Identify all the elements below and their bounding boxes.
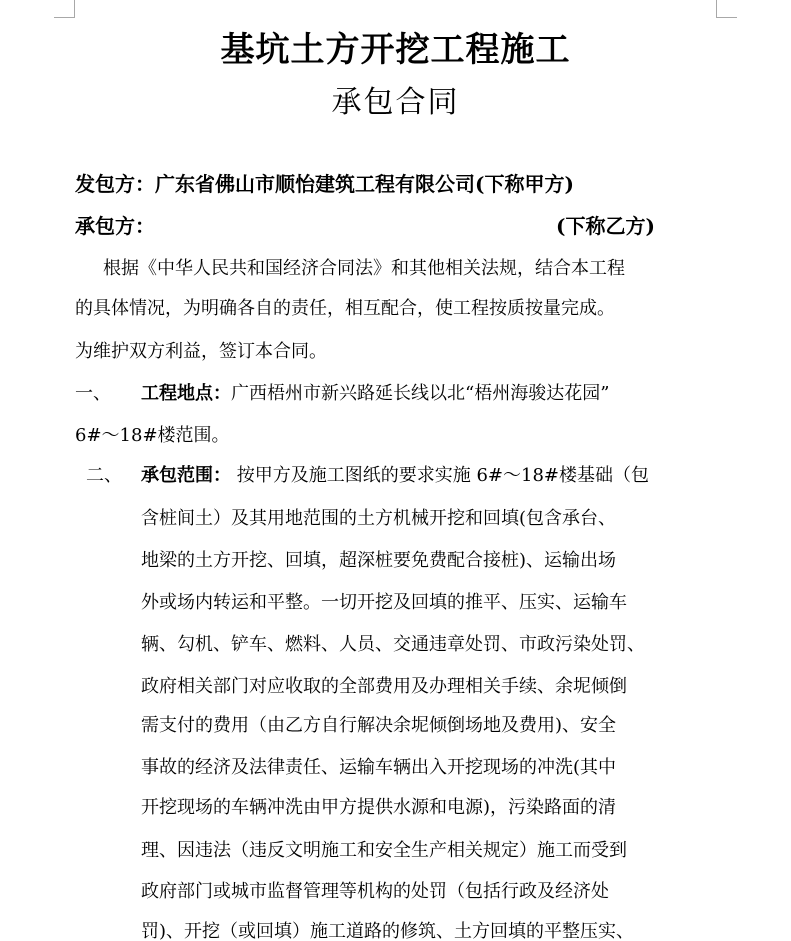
clause-1-heading: 工程地点： bbox=[141, 383, 231, 404]
clause-1-text: 广西梧州市新兴路延长线以北“梧州海骏达花园” bbox=[231, 383, 610, 404]
clause-2-line: 理、因违法（违反文明施工和安全生产相关规定）施工而受到 bbox=[141, 840, 627, 861]
clause-2-number: 二、 bbox=[86, 465, 122, 486]
clause-2-line: 辆、勾机、铲车、燃料、人员、交通违章处罚、市政污染处罚、 bbox=[141, 634, 645, 655]
preamble-line-2: 的具体情况，为明确各自的责任，相互配合，使工程按质按量完成。 bbox=[75, 298, 615, 319]
preamble-line-1: 根据《中华人民共和国经济合同法》和其他相关法规，结合本工程 bbox=[103, 258, 625, 279]
clause-2-line: 政府部门或城市监督管理等机构的处罚（包括行政及经济处 bbox=[141, 881, 609, 902]
party-b-line bbox=[75, 211, 675, 241]
party-a-name: 广东省佛山市顺怡建筑工程有限公司(下称甲方) bbox=[155, 172, 574, 196]
clause-2-line: 需支付的费用（由乙方自行解决余坭倾倒场地及费用)、安全 bbox=[141, 715, 617, 736]
clause-2-line: 事故的经济及法律责任、运输车辆出入开挖现场的冲洗(其中 bbox=[141, 757, 617, 778]
party-b-label: 承包方： bbox=[75, 214, 155, 238]
clause-1-continuation: 6#～18#楼范围。 bbox=[75, 425, 230, 446]
clause-1-body bbox=[141, 380, 609, 408]
clause-2-line: 地梁的土方开挖、回填，超深桩要免费配合接桩)、运输出场 bbox=[141, 550, 617, 571]
party-b-suffix: (下称乙方) bbox=[556, 214, 655, 238]
clause-1-line bbox=[75, 380, 111, 408]
clause-2-first-line bbox=[141, 462, 649, 490]
party-a-label: 发包方： bbox=[75, 172, 155, 196]
party-a-line bbox=[75, 169, 675, 199]
page-corner-mark-left bbox=[54, 0, 75, 18]
clause-2-line: 含桩间土）及其用地范围的土方机械开挖和回填(包含承台、 bbox=[141, 508, 617, 529]
clause-2-line: 外或场内转运和平整。一切开挖及回填的推平、压实、运输车 bbox=[141, 592, 627, 613]
clause-2-line: 开挖现场的车辆冲洗由甲方提供水源和电源)，污染路面的清 bbox=[141, 797, 617, 818]
clause-2-line: 政府相关部门对应收取的全部费用及办理相关手续、余坭倾倒 bbox=[141, 676, 627, 697]
clause-1-number: 一、 bbox=[75, 383, 111, 404]
preamble-line-3: 为维护双方利益，签订本合同。 bbox=[75, 341, 327, 362]
clause-2-first-text: 按甲方及施工图纸的要求实施 6#～18#楼基础（包 bbox=[236, 465, 649, 486]
clause-2-heading: 承包范围： bbox=[141, 465, 231, 486]
clause-2-line: 罚)、开挖（或回填）施工道路的修筑、土方回填的平整压实、 bbox=[141, 921, 635, 941]
document-subtitle: 承包合同 bbox=[331, 85, 460, 120]
page-corner-mark-right bbox=[716, 0, 737, 18]
document-title: 基坑土方开挖工程施工 bbox=[220, 30, 571, 70]
